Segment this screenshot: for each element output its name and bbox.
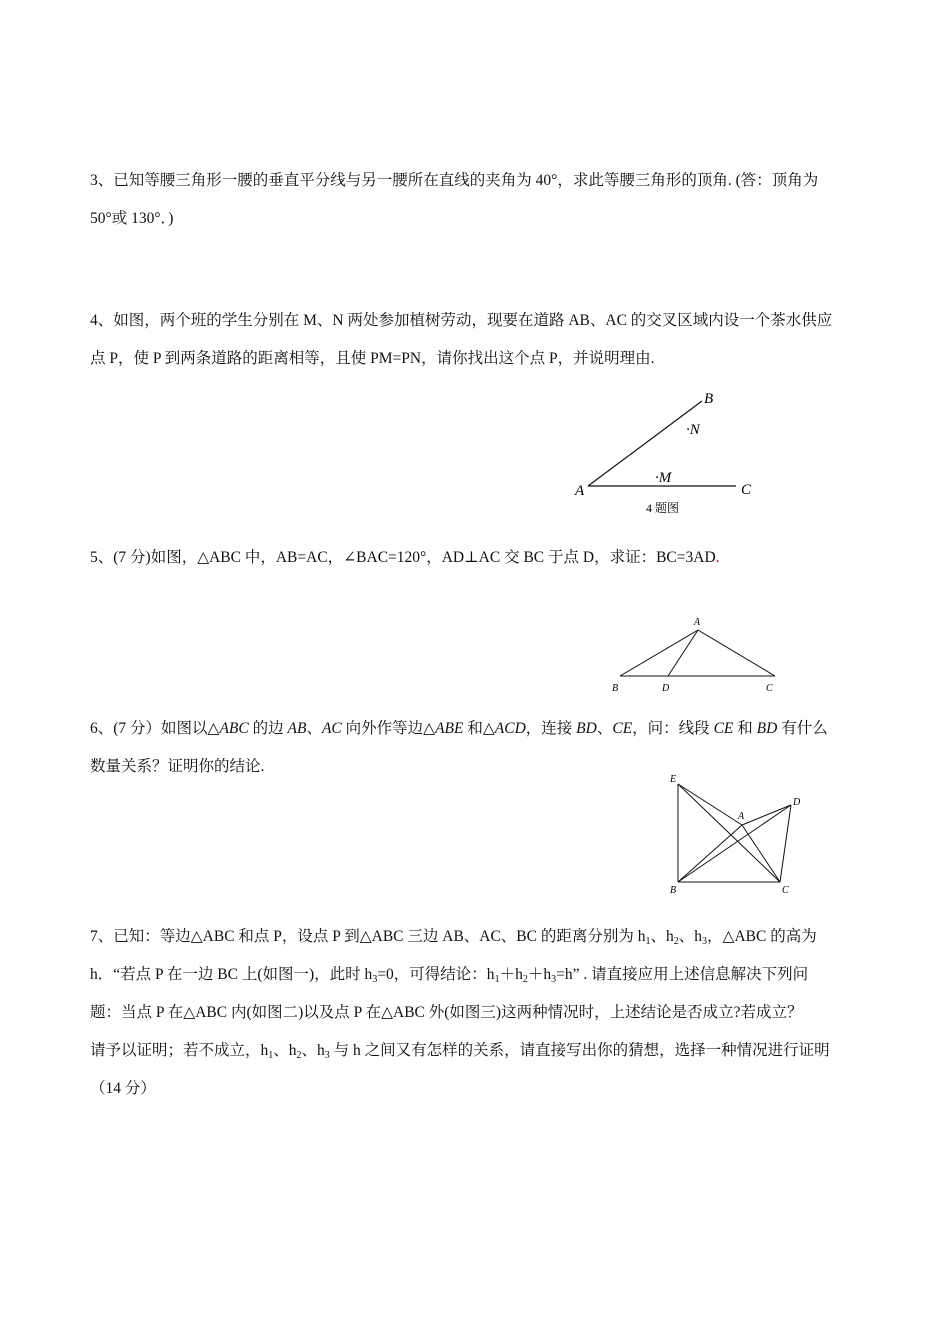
segment-ea [678,784,742,825]
label-a: A [738,811,745,822]
question-5-figure [605,610,795,700]
question-3 [90,162,865,238]
label-b: B [670,885,677,896]
question-4-figure [560,380,790,520]
segment-ab [678,825,742,882]
question-4-line-1: 4、如图，两个班的学生分别在 M、N 两处参加植树劳动，现要在道路 AB、AC 的交叉区域内设一个茶水供应 [90,312,833,329]
segment-ab [620,630,698,676]
label-b: B [704,391,714,407]
label-b: B [612,683,619,694]
question-4-line-2: 点 P，使 P 到两条道路的距离相等，且使 PM=PN，请你找出这个点 P，并说明理由. [90,350,655,367]
question-7-line-1: 7、已知：等边△ABC 和点 P，设点 P 到△ABC 三边 AB、AC、BC 的距离分别为 $h_1$、$h_2$、$h_3$，△ABC 的高为 [90,928,817,947]
question-6-figure [660,770,810,900]
question-7 [90,918,865,1108]
segment-ec [678,784,780,882]
question-5 [90,539,865,577]
question-3-line-1: 3、已知等腰三角形一腰的垂直平分线与另一腰所在直线的夹角为 40°，求此等腰三角形的顶角. (答：顶角为 [90,172,819,189]
question-6-line-2: 数量关系？证明你的结论. [90,758,265,775]
segment-ad [668,630,698,676]
label-e: E [670,774,677,785]
question-5-period: . [715,549,720,566]
segment-ac [742,825,780,882]
label-d: D [662,683,670,694]
label-n: ·N [686,422,700,438]
question-7-line-4: 请予以证明；若不成立，$h_1$、$h_2$、$h_3$ 与 h 之间又有怎样的关系，请直接写出你的猜想，选择一种情况进行证明 [90,1042,830,1061]
label-c: C [782,885,789,896]
label-a: A [694,617,701,628]
label-d: D [793,797,801,808]
question-5-text: 5、(7 分)如图，△ABC 中，AB=AC，∠BAC=120°，AD⊥AC 交 BC 于点 D，求证：BC=3AD [90,549,716,566]
question-7-line-5: （14 分） [90,1080,156,1097]
segment-bd [678,805,791,882]
label-c: C [741,482,752,498]
segment-dc [780,805,791,882]
question-3-line-2: 50°或 130°．) [90,210,174,227]
figure-caption: 4 题图 [646,501,680,515]
segment-ac [698,630,775,676]
question-4 [90,302,865,378]
question-6-line-1: 6、(7 分）如图以△ABC 的边 AB、AC 向外作等边△ABE 和△ACD，连接 BD、CE，问：线段 CE 和 BD 有什么 [90,720,828,737]
label-a: A [575,483,585,499]
road-ab [588,401,702,486]
label-m: ·M [655,470,672,486]
label-c: C [766,683,773,694]
question-7-line-2: h．“若点 P 在一边 BC 上(如图一)，此时 $h_3=0$，可得结论：$h_1+h_2+h_3=h$” . 请直接应用上述信息解决下列问 [90,966,809,985]
question-7-line-3: 题：当点 P 在△ABC 内(如图二)以及点 P 在△ABC 外(如图三)这两种情况时，上述结论是否成立?若成立？ [90,1004,803,1021]
